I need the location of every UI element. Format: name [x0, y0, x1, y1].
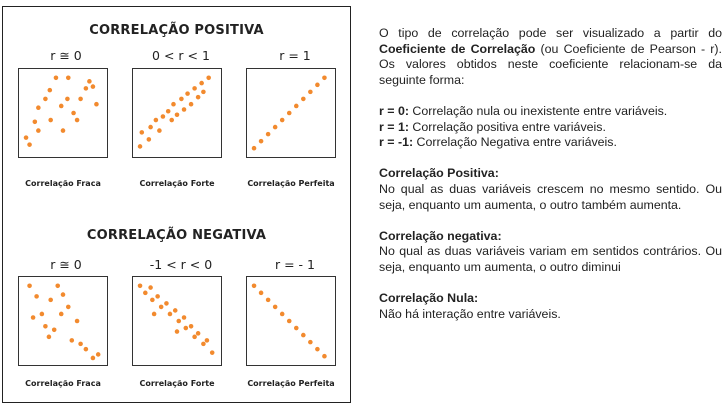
scatter-dot	[84, 86, 89, 91]
scatter-dot	[189, 102, 194, 107]
scatter-dot	[54, 76, 59, 81]
scatter-dot	[182, 315, 187, 320]
scatter-dot	[259, 139, 264, 144]
scatter-dot	[55, 284, 60, 289]
correlation-figure	[2, 6, 351, 403]
scatter-dot	[59, 312, 64, 317]
scatter-dot	[280, 312, 285, 317]
scatter-dot	[168, 312, 173, 317]
intro-text-1: O tipo de correlação pode ser visualizado a partir do	[379, 26, 722, 40]
r0-line	[379, 104, 722, 120]
positive-text: No qual as duas variáveis crescem no mesmo sentido. Ou seja, enquanto um aumenta, o outro também aumenta.	[379, 181, 722, 212]
r1-bold: r = 1:	[379, 119, 409, 134]
scatter-dot	[175, 329, 180, 334]
scatter-dot	[308, 90, 313, 95]
negative-section-title: CORRELAÇÃO NEGATIVA	[86, 228, 267, 243]
caption-neg-weak: Correlação Fraca	[25, 379, 101, 388]
scatter-dot	[206, 76, 211, 81]
intro-bold: Coeficiente de Correlação	[379, 41, 536, 56]
scatter-dot	[138, 284, 143, 289]
scatter-dot	[184, 326, 189, 331]
null-heading	[379, 291, 722, 307]
scatter-dot	[322, 354, 327, 359]
scatter-dot	[294, 326, 299, 331]
scatter-dot	[87, 79, 92, 84]
scatter-box-pos-strong	[132, 68, 222, 158]
scatter-dot	[148, 125, 153, 130]
scatter-dot	[280, 118, 285, 123]
scatter-dot	[196, 331, 201, 336]
scatter-dot	[252, 146, 257, 151]
scatter-dot	[154, 118, 159, 123]
scatter-dot	[176, 319, 181, 324]
r1-line	[379, 120, 722, 136]
caption-pos-strong: Correlação Forte	[139, 179, 215, 188]
r-label-neg-perfect: r = - 1	[275, 257, 315, 272]
rm1-line	[379, 135, 722, 151]
scatter-dot	[66, 76, 71, 81]
scatter-dot	[210, 350, 215, 355]
scatter-dot	[266, 298, 271, 303]
rm1-text: Correlação Negativa entre variáveis.	[413, 135, 617, 150]
scatter-dot	[205, 338, 210, 343]
scatter-dot	[166, 109, 171, 114]
scatter-dot	[252, 284, 257, 289]
null-text: Não há interação entre variáveis.	[379, 306, 561, 321]
scatter-dot	[43, 97, 48, 102]
scatter-dot	[40, 312, 45, 317]
scatter-dot	[175, 112, 180, 117]
scatter-dot	[48, 298, 53, 303]
scatter-dot	[75, 319, 80, 324]
scatter-dot	[24, 135, 29, 140]
scatter-dot	[36, 128, 41, 133]
scatter-dot	[143, 291, 148, 296]
scatter-dot	[164, 301, 169, 306]
scatter-dot	[48, 88, 53, 93]
intro-text-2: (ou Coeficiente de Pearson - r). Os valores obtidos neste coeficiente relacionam-se da seguinte forma:	[379, 41, 722, 87]
scatter-dot	[91, 84, 96, 89]
scatter-dot	[91, 356, 96, 361]
scatter-dot	[301, 97, 306, 102]
scatter-dot	[61, 292, 66, 297]
caption-pos-perfect: Correlação Perfeita	[247, 179, 335, 188]
r-label-pos-weak: r ≅ 0	[50, 48, 82, 63]
positive-section-title: CORRELAÇÃO POSITIVA	[89, 23, 264, 38]
r-label-pos-perfect: r = 1	[279, 48, 311, 63]
scatter-box-pos-weak	[18, 68, 108, 158]
scatter-dot	[315, 83, 320, 88]
negative-heading	[379, 229, 722, 245]
scatter-dot	[138, 144, 143, 149]
scatter-dot	[66, 305, 71, 310]
r-label-neg-strong: -1 < r < 0	[149, 257, 213, 272]
r0-text: Correlação nula ou inexistente entre variáveis.	[408, 103, 668, 118]
scatter-box-pos-perfect	[246, 68, 336, 158]
scatter-dot	[59, 104, 64, 109]
scatter-dot	[273, 305, 278, 310]
scatter-dot	[27, 142, 32, 147]
scatter-dot	[294, 104, 299, 109]
scatter-dot	[308, 340, 313, 345]
positive-heading-text: Correlação Positiva:	[379, 166, 499, 181]
scatter-dot	[31, 315, 36, 320]
scatter-dot	[47, 335, 52, 340]
scatter-box-neg-strong	[132, 276, 222, 366]
scatter-dot	[48, 118, 53, 123]
scatter-dot	[140, 130, 145, 135]
r0-bold: r = 0:	[379, 103, 409, 118]
explanation-text	[379, 26, 722, 322]
scatter-dot	[287, 111, 292, 116]
scatter-dot	[192, 86, 197, 91]
caption-neg-strong: Correlação Forte	[139, 379, 215, 388]
scatter-dot	[199, 81, 204, 86]
scatter-dot	[259, 291, 264, 296]
scatter-dot	[322, 76, 327, 81]
scatter-dot	[159, 305, 164, 310]
scatter-dot	[94, 102, 99, 107]
scatter-dot	[70, 338, 75, 343]
scatter-dot	[52, 328, 57, 333]
scatter-dot	[201, 90, 206, 95]
caption-neg-perfect: Correlação Perfeita	[247, 379, 335, 388]
scatter-dot	[273, 125, 278, 130]
negative-text: No qual as duas variáveis variam em sentidos contrários. Ou seja, enquanto um aumenta, o outro diminui	[379, 244, 722, 274]
scatter-dot	[185, 91, 190, 96]
r1-text: Correlação positiva entre variáveis.	[408, 119, 606, 134]
scatter-dot	[65, 97, 70, 102]
scatter-dot	[315, 347, 320, 352]
scatter-dot	[61, 128, 66, 133]
scatter-dot	[78, 97, 83, 102]
scatter-box-neg-perfect	[246, 276, 336, 366]
scatter-dot	[169, 118, 174, 123]
scatter-dot	[84, 347, 89, 352]
scatter-dot	[43, 324, 48, 329]
scatter-dot	[179, 97, 184, 102]
scatter-dot	[196, 95, 201, 100]
scatter-dot	[34, 294, 39, 299]
scatter-dot	[71, 111, 76, 116]
scatter-dot	[36, 105, 41, 110]
negative-heading-text: Correlação negativa:	[379, 228, 502, 243]
intro-paragraph	[379, 26, 722, 88]
scatter-dot	[301, 333, 306, 338]
scatter-dot	[78, 342, 83, 347]
null-heading-text: Correlação Nula:	[379, 291, 479, 306]
scatter-dot	[192, 335, 197, 340]
scatter-dot	[161, 114, 166, 119]
scatter-dot	[171, 102, 176, 107]
caption-pos-weak: Correlação Fraca	[25, 179, 101, 188]
scatter-dot	[27, 284, 32, 289]
scatter-dot	[96, 352, 101, 357]
scatter-dot	[266, 132, 271, 137]
scatter-dot	[157, 128, 162, 133]
scatter-dot	[287, 319, 292, 324]
scatter-dot	[152, 312, 157, 317]
r-label-pos-strong: 0 < r < 1	[152, 48, 210, 63]
positive-heading	[379, 166, 722, 182]
scatter-dot	[189, 324, 194, 329]
scatter-dot	[75, 118, 80, 123]
scatter-dot	[155, 294, 160, 299]
scatter-dot	[150, 298, 155, 303]
scatter-box-neg-weak	[18, 276, 108, 366]
scatter-dot	[182, 107, 187, 112]
scatter-dot	[147, 137, 152, 142]
scatter-dot	[33, 120, 38, 125]
scatter-dot	[148, 285, 153, 290]
r-label-neg-weak: r ≅ 0	[50, 257, 82, 272]
rm1-bold: r = -1:	[379, 135, 414, 150]
scatter-dot	[201, 342, 206, 347]
scatter-dot	[173, 308, 178, 313]
